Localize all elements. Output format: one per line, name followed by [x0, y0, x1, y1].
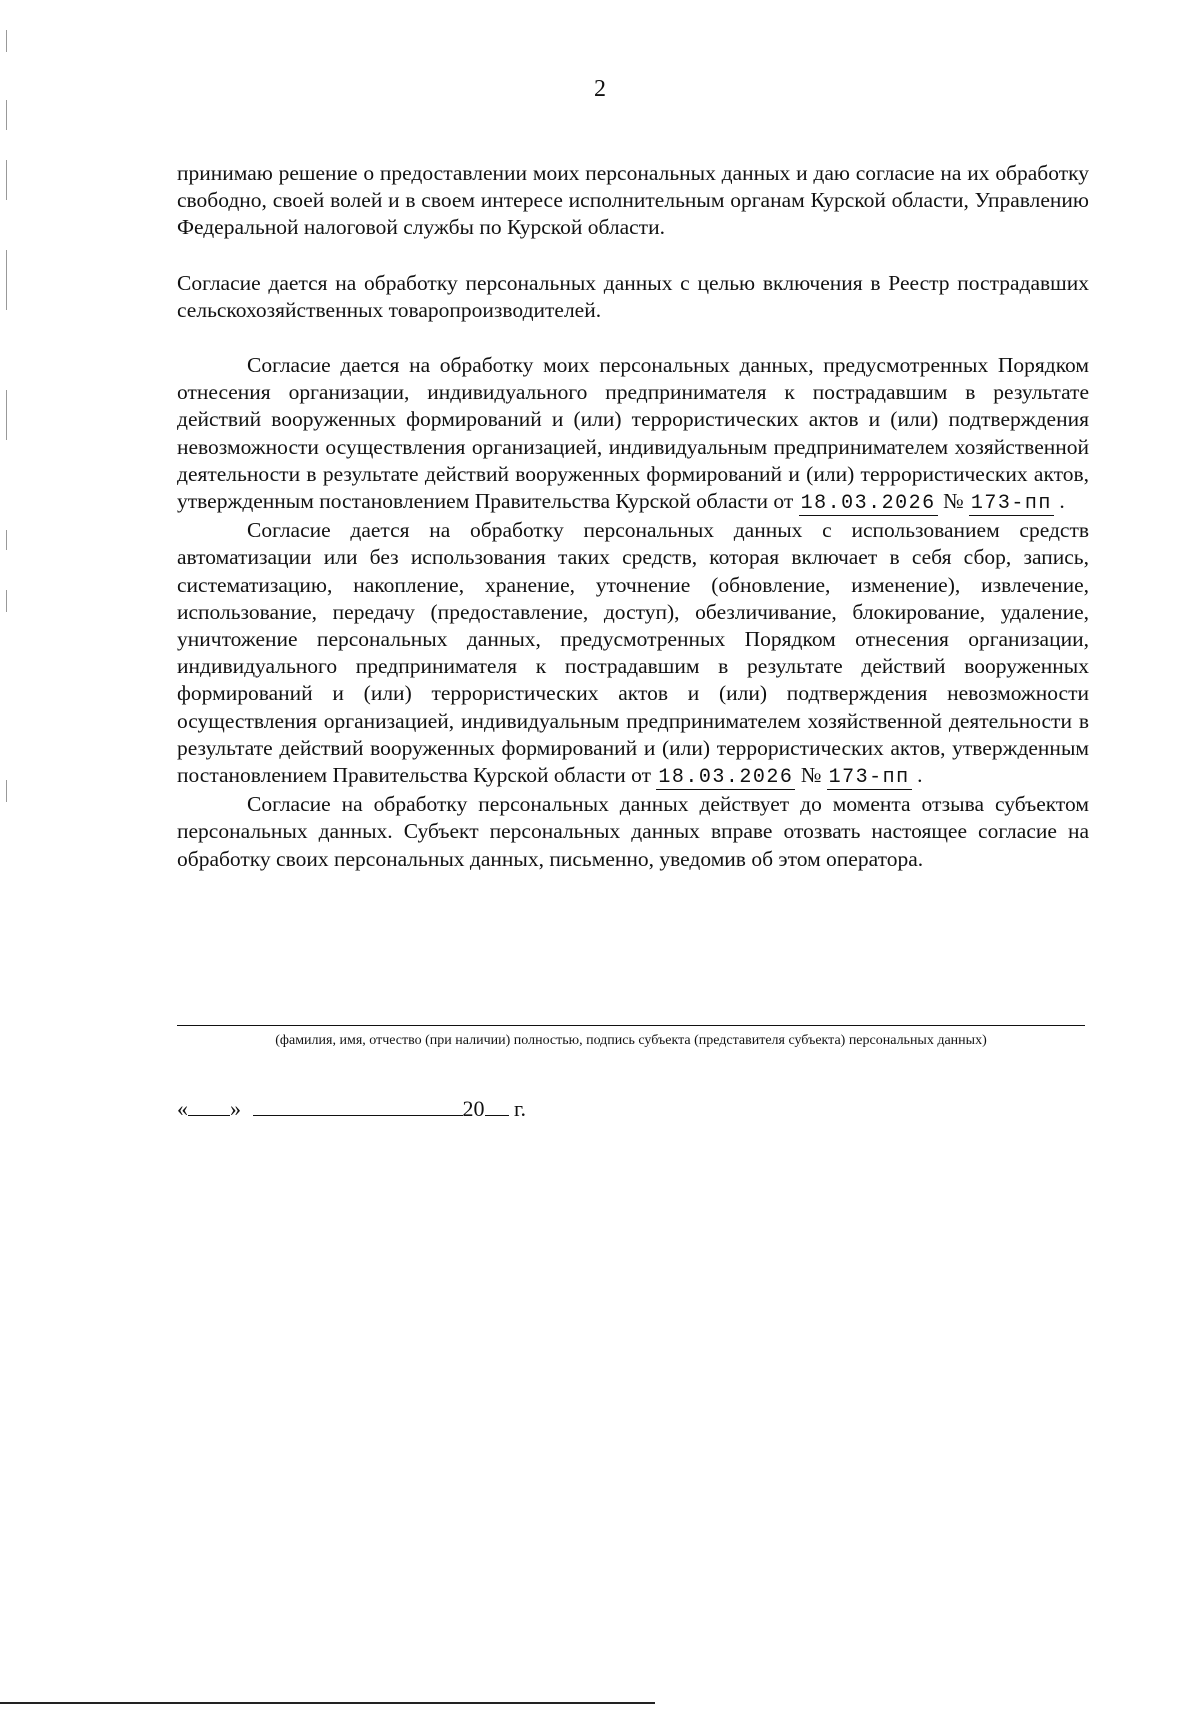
resolution-date-field: 18.03.2026 [800, 492, 936, 516]
scan-artifact [6, 100, 7, 130]
paragraph-consent-purpose: Согласие дается на обработку персональных данных с целью включения в Реестр пострадавших сельскохозяйственных товаропроизводителей. [177, 270, 1089, 322]
year-suffix: г. [514, 1096, 527, 1121]
scan-artifact [6, 530, 7, 550]
signature-caption: (фамилия, имя, отчество (при наличии) полностью, подпись субъекта (представителя субъекта) персональных данных) [275, 1033, 987, 1048]
date-line [177, 1093, 526, 1123]
scan-artifact [6, 250, 7, 310]
month-field[interactable] [253, 1093, 463, 1116]
close-quote: » [230, 1096, 241, 1121]
paragraph-consent-validity: Согласие на обработку персональных данных действует до момента отзыва субъектом персональных данных. Субъект персональных данных вправе отозвать настоящее согласие на обработку своих персональных данных, письменно, уведомив об этом оператора. [177, 792, 1089, 871]
resolution-number-field: 173-пп [828, 766, 910, 790]
resolution-number-field: 173-пп [970, 492, 1052, 516]
period: . [917, 763, 923, 788]
resolution-date-field: 18.03.2026 [658, 766, 794, 790]
paragraph-text: Согласие дается на обработку персональных данных с использованием средств автоматизации или без использования таких средств, которая включает в себя сбор, запись, систематизацию, накопление, хранение, уточнение (обновление, изменение), извлечение, использование, передачу (предоставление, доступ), обезличивание, блокирование, удаление, уничтожение персональных данных, предусмотренных Порядком отнесения организации, индивидуального предпринимателя к пострадавшим в результате действий вооруженных формирований и (или) террористических актов и (или) подтверждения невозможности осуществления организацией, индивидуальным предпринимателем хозяйственной деятельности в результате действий вооруженных формирований и (или) террористических актов, утвержденным постановлением Правительства Курской области от [177, 518, 1089, 788]
year-field[interactable] [485, 1093, 509, 1116]
paragraph-processing-methods [177, 517, 1089, 791]
scan-artifact [6, 780, 7, 802]
paragraph-text: Согласие дается на обработку моих персональных данных, предусмотренных Порядком отнесения организации, индивидуального предпринимателя к пострадавшим в результате действий вооруженных формирований и (или) террористических актов и (или) подтверждения невозможности осуществления организацией, индивидуальным предпринимателем хозяйственной деятельности в результате действий вооруженных формирований и (или) террористических актов, утвержденным постановлением Правительства Курской области от [177, 353, 1089, 514]
day-field[interactable] [188, 1093, 230, 1116]
scan-artifact [6, 160, 7, 200]
number-sign: № [800, 763, 822, 788]
page-number: 2 [594, 76, 606, 102]
signature-line[interactable] [177, 1025, 1085, 1049]
year-prefix: 20 [462, 1096, 485, 1121]
period: . [1059, 489, 1065, 514]
number-sign: № [943, 489, 964, 514]
paragraph-consent-decision: принимаю решение о предоставлении моих персональных данных и даю согласие на их обработку свободно, своей волей и в своем интересе исполнительным органам Курской области, Управлению Федеральной налоговой службы по Курской области. [177, 161, 1089, 240]
scan-artifact [6, 590, 7, 612]
scan-artifact [6, 390, 7, 440]
bottom-divider [0, 1702, 655, 1704]
paragraph-consent-scope [177, 352, 1089, 517]
scan-artifact [6, 30, 7, 52]
document-body [177, 160, 1089, 873]
open-quote: « [177, 1096, 188, 1121]
